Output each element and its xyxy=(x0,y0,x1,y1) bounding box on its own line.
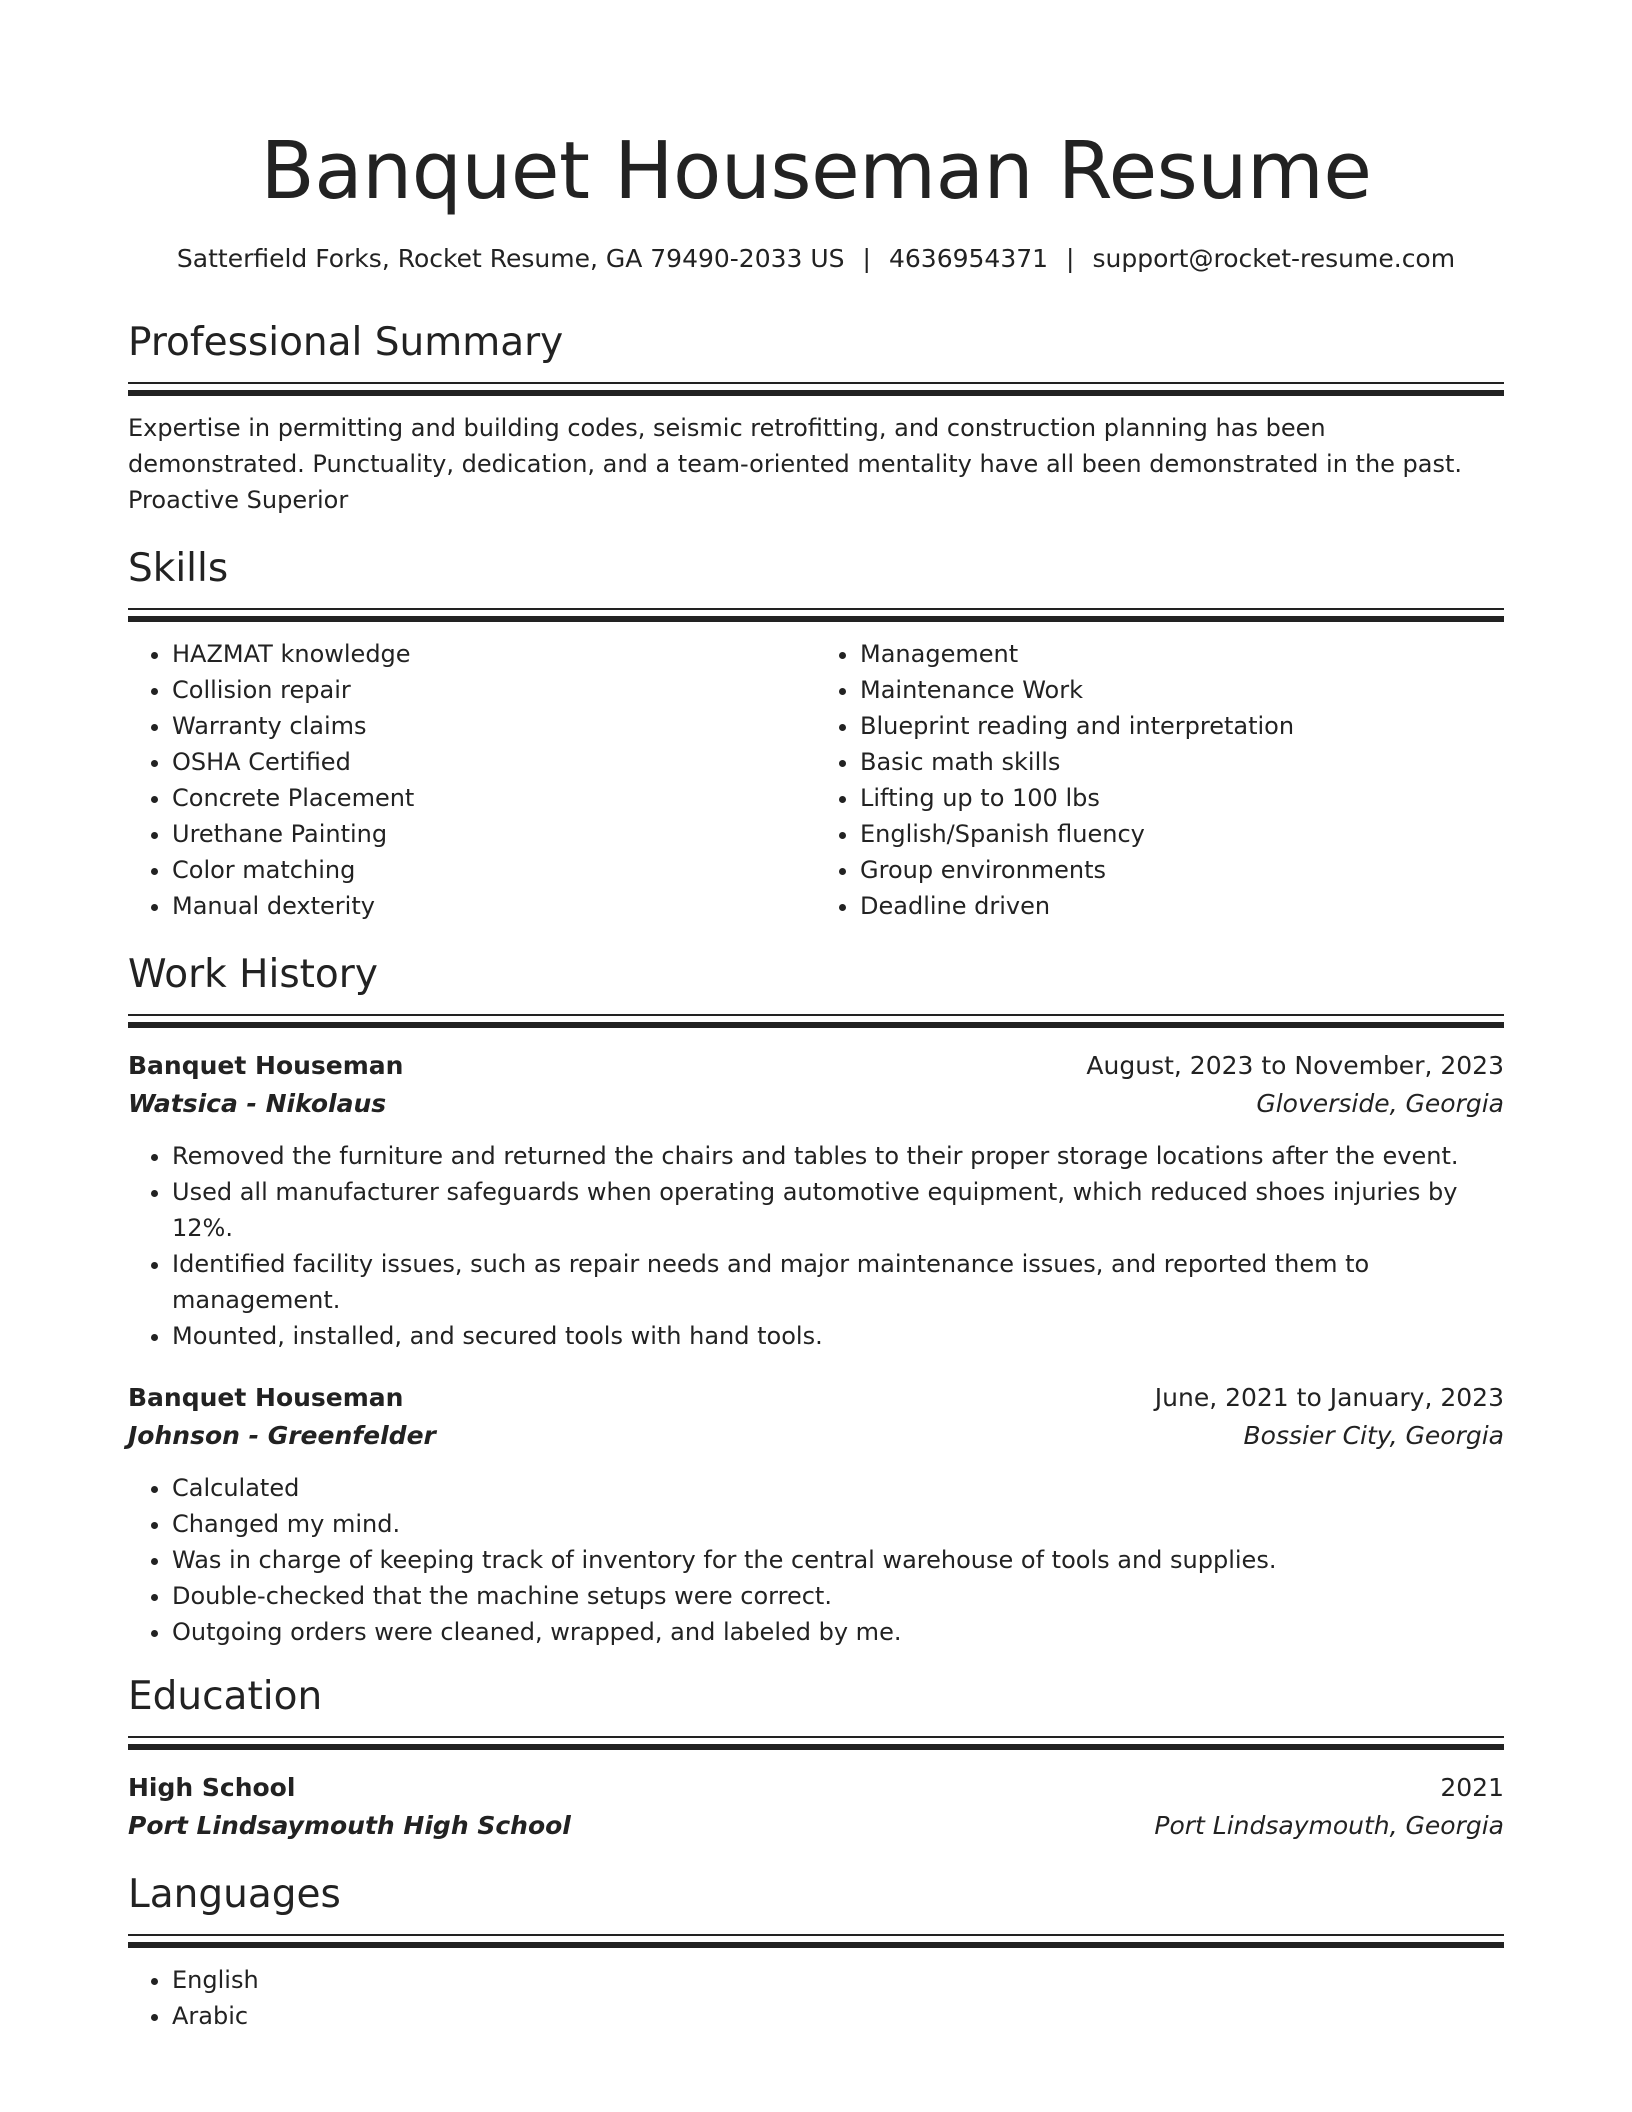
job-entry xyxy=(128,1380,1504,1650)
section-divider xyxy=(128,608,1504,622)
skills-heading: Skills xyxy=(128,546,229,591)
education-section xyxy=(128,1672,1504,1846)
education-school: Port Lindsaymouth High School xyxy=(128,1811,571,1840)
contact-separator: | xyxy=(1066,244,1075,273)
education-heading: Education xyxy=(128,1674,323,1719)
skill-item: • English/Spanish fluency xyxy=(860,816,1504,852)
language-item: • Arabic xyxy=(172,1998,1504,2034)
job-duties-list xyxy=(128,1470,1504,1650)
job-duty-item: • Identified facility issues, such as repair needs and major maintenance issues, and reported them to management. xyxy=(172,1246,1504,1318)
skill-item: • Group environments xyxy=(860,852,1504,888)
skill-item: • Blueprint reading and interpretation xyxy=(860,708,1504,744)
job-duty-item: • Was in charge of keeping track of inventory for the central warehouse of tools and supplies. xyxy=(172,1542,1504,1578)
job-company: Johnson - Greenfelder xyxy=(128,1421,436,1450)
education-location: Port Lindsaymouth, Georgia xyxy=(1154,1811,1504,1840)
contact-line xyxy=(128,242,1504,276)
summary-heading: Professional Summary xyxy=(128,320,564,365)
job-entry xyxy=(128,1048,1504,1354)
job-dates: August, 2023 to November, 2023 xyxy=(1086,1051,1504,1080)
skills-section xyxy=(128,544,1504,924)
job-duty-item: • Double-checked that the machine setups were correct. xyxy=(172,1578,1504,1614)
languages-section xyxy=(128,1870,1504,2034)
job-header-row xyxy=(128,1380,1504,1416)
languages-heading: Languages xyxy=(128,1872,341,1917)
job-duty-item: • Used all manufacturer safeguards when operating automotive equipment, which reduced shoes injuries by 12%. xyxy=(172,1174,1504,1246)
education-year: 2021 xyxy=(1440,1773,1504,1802)
job-duties-list xyxy=(128,1138,1504,1354)
skill-item: • Urethane Painting xyxy=(172,816,816,852)
job-duty-item: • Changed my mind. xyxy=(172,1506,1504,1542)
job-duty-item: • Calculated xyxy=(172,1470,1504,1506)
section-divider xyxy=(128,1014,1504,1028)
contact-email: support@rocket-resume.com xyxy=(1092,244,1456,273)
contact-address: Satterfield Forks, Rocket Resume, GA 79490-2033 US xyxy=(176,244,845,273)
job-title: Banquet Houseman xyxy=(128,1051,404,1080)
job-company-row xyxy=(128,1416,1504,1456)
job-company: Watsica - Nikolaus xyxy=(128,1089,387,1118)
skill-item: • Management xyxy=(860,636,1504,672)
contact-separator: | xyxy=(862,244,871,273)
skills-columns xyxy=(128,636,1504,924)
language-item: • English xyxy=(172,1962,1504,1998)
skill-item: • OSHA Certified xyxy=(172,744,816,780)
job-duty-item: • Mounted, installed, and secured tools with hand tools. xyxy=(172,1318,1504,1354)
skill-item: • Warranty claims xyxy=(172,708,816,744)
skill-item: • Concrete Placement xyxy=(172,780,816,816)
job-company-row xyxy=(128,1084,1504,1124)
skill-item: • Collision repair xyxy=(172,672,816,708)
education-school-row xyxy=(128,1806,1504,1846)
skills-list-left xyxy=(128,636,816,924)
resume-title: Banquet Houseman Resume xyxy=(260,125,1372,217)
skill-item: • HAZMAT knowledge xyxy=(172,636,816,672)
skill-item: • Color matching xyxy=(172,852,816,888)
education-header-row xyxy=(128,1770,1504,1806)
work-history-heading: Work History xyxy=(128,952,378,997)
skills-list-right xyxy=(816,636,1504,924)
skill-item: • Lifting up to 100 lbs xyxy=(860,780,1504,816)
skill-item: • Basic math skills xyxy=(860,744,1504,780)
job-header-row xyxy=(128,1048,1504,1084)
work-history-section xyxy=(128,950,1504,1650)
summary-text: Expertise in permitting and building codes, seismic retrofitting, and construction planning has been demonstrated. Punctuality, dedication, and a team-oriented mentality have all been demonstrated in the past. Proactive Superior xyxy=(128,414,1463,514)
section-divider xyxy=(128,1934,1504,1948)
education-degree: High School xyxy=(128,1773,296,1802)
skill-item: • Deadline driven xyxy=(860,888,1504,924)
contact-phone: 4636954371 xyxy=(888,244,1049,273)
section-divider xyxy=(128,382,1504,396)
skill-item: • Maintenance Work xyxy=(860,672,1504,708)
education-entry xyxy=(128,1770,1504,1846)
summary-section xyxy=(128,318,1504,518)
job-location: Gloverside, Georgia xyxy=(1256,1089,1504,1118)
skill-item: • Manual dexterity xyxy=(172,888,816,924)
languages-list xyxy=(128,1962,1504,2034)
job-location: Bossier City, Georgia xyxy=(1243,1421,1504,1450)
job-dates: June, 2021 to January, 2023 xyxy=(1154,1383,1504,1412)
job-duty-item: • Removed the furniture and returned the chairs and tables to their proper storage locations after the event. xyxy=(172,1138,1504,1174)
job-duty-item: • Outgoing orders were cleaned, wrapped, and labeled by me. xyxy=(172,1614,1504,1650)
job-title: Banquet Houseman xyxy=(128,1383,404,1412)
section-divider xyxy=(128,1736,1504,1750)
